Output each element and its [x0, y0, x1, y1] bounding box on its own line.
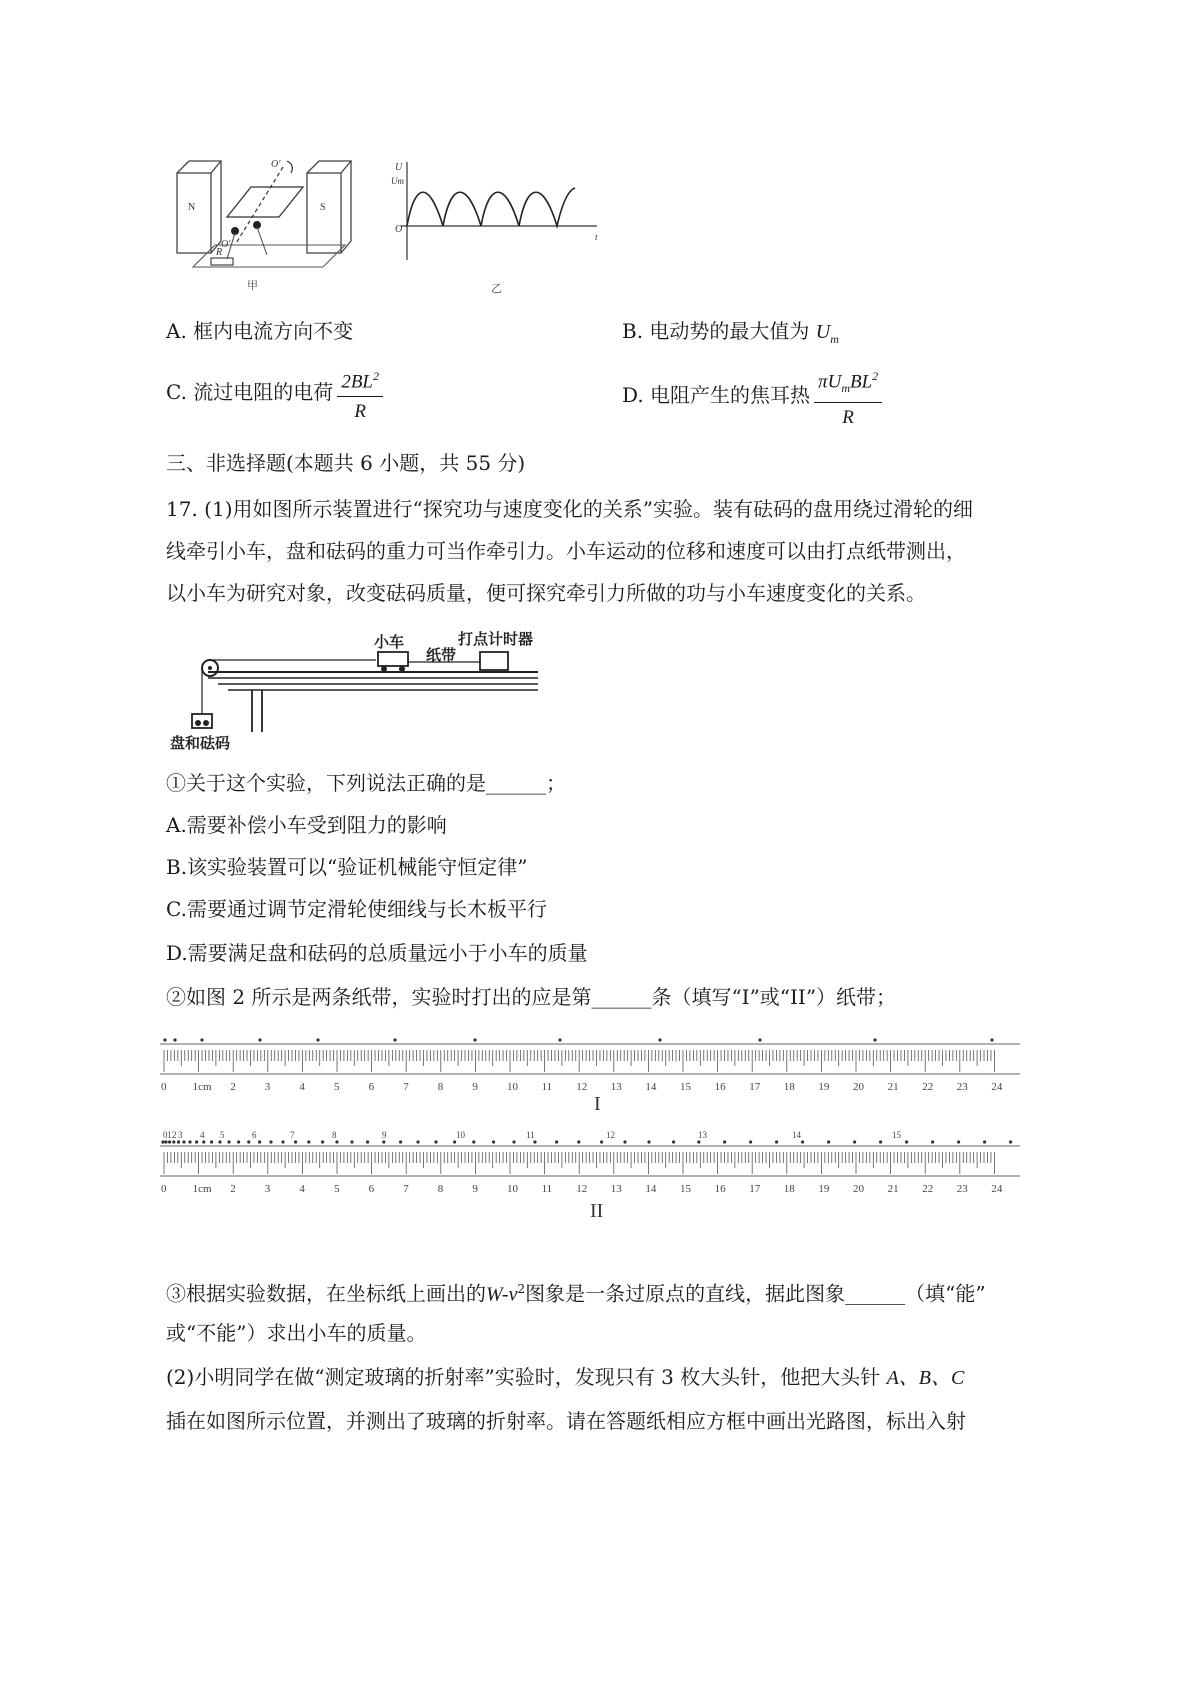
option-a: A. 框内电流方向不变 — [166, 319, 354, 343]
timer — [480, 652, 508, 670]
tape-2-dot — [983, 1140, 986, 1143]
option-c-fraction — [337, 364, 383, 423]
tape-1-dot — [316, 1038, 319, 1041]
q17-sub3-line2: 或“不能”）求出小车的质量。 — [166, 1321, 427, 1345]
q17-opt-b: B.该实验装置可以“验证机械能守恒定律” — [166, 855, 528, 879]
tape-2-number: 3 — [264, 1183, 271, 1195]
tape-2-dot-label: 12 — [606, 1130, 615, 1140]
tape-2-number: 19 — [818, 1183, 830, 1195]
tape-1-dot — [658, 1038, 661, 1041]
tape-2-number: 2 — [230, 1183, 236, 1195]
tape-2-dot — [399, 1140, 402, 1143]
tape-2-dot-label: 4 — [200, 1130, 205, 1140]
tape-2-dot — [382, 1140, 385, 1143]
figure-jia — [175, 155, 390, 295]
rectified-waveform — [407, 188, 575, 226]
tape-1-dot — [163, 1038, 166, 1041]
tape-2-dot-label: 9 — [382, 1130, 387, 1140]
tape-2-number: 10 — [507, 1183, 518, 1195]
tape-1-number: 3 — [264, 1081, 271, 1093]
label-timer: 打点计时器 — [458, 632, 534, 648]
option-c-den: R — [354, 401, 366, 423]
tape-1-number: 6 — [368, 1081, 375, 1093]
tape-2-dot — [210, 1140, 213, 1143]
tape-2-dot — [177, 1140, 180, 1143]
tape-2-dot — [366, 1140, 369, 1143]
option-d-num-pi: π — [818, 371, 828, 393]
option-d-text: D. 电阻产生的焦耳热 — [622, 383, 811, 408]
option-c-num: 2BL — [341, 371, 373, 393]
tape-2-dot — [416, 1140, 419, 1143]
tape-2-number: 23 — [956, 1183, 968, 1195]
q17-intro-line3: 以小车为研究对象，改变砝码质量，便可探究牵引力所做的功与小车速度变化的关系。 — [166, 581, 926, 605]
tray-weights — [192, 714, 212, 728]
q17-part2-line2: 插在如图所示位置，并测出了玻璃的折射率。请在答题纸相应方框中画出光路图，标出入射 — [166, 1409, 966, 1433]
coil-frame — [227, 187, 303, 217]
tape-2-dot — [472, 1140, 475, 1143]
option-d — [622, 364, 882, 429]
resistor — [211, 258, 233, 265]
tape-1-dot — [473, 1038, 476, 1041]
tape-2-dot — [195, 1140, 198, 1143]
tape-2-dot-label: 0 — [163, 1130, 168, 1140]
tape-1-dot — [873, 1038, 876, 1041]
tape-2-number: 0 — [161, 1183, 167, 1195]
tape-2-number: 4 — [299, 1183, 305, 1195]
tape-1-number: 15 — [680, 1081, 691, 1093]
q17-intro-line2: 线牵引小车，盘和砝码的重力可当作牵引力。小车运动的位移和速度可以由打点纸带测出， — [166, 539, 966, 563]
tape-2-number: 14 — [645, 1183, 657, 1195]
tape-2-number: 12 — [576, 1183, 588, 1195]
tape-2-dot-label: 14 — [792, 1130, 801, 1140]
axis-bottom-label: O' — [221, 239, 231, 250]
tape-1-number: 24 — [991, 1081, 1003, 1093]
tape-2-number: 6 — [368, 1183, 375, 1195]
tape-2-dot-label: 11 — [526, 1130, 535, 1140]
tape-2-dot-label: 3 — [178, 1130, 183, 1140]
option-c-sup: 2 — [373, 369, 379, 383]
tape-1-number: 23 — [956, 1081, 968, 1093]
tape-1-number: 13 — [610, 1081, 622, 1093]
magnet-s — [307, 161, 351, 253]
tape-1-dot — [990, 1038, 993, 1041]
tape-2-dot — [801, 1140, 804, 1143]
tape-2-dot-label: 10 — [456, 1130, 465, 1140]
tape-2-dot — [931, 1140, 934, 1143]
option-c — [166, 364, 383, 423]
tape-1-number: 0 — [161, 1081, 167, 1093]
origin-label: O — [395, 224, 403, 235]
tape-1-number: 17 — [749, 1081, 761, 1093]
q17-sub3-pre: ③根据实验数据，在坐标纸上画出的 — [166, 1281, 486, 1306]
q17-part2-line1 — [166, 1364, 964, 1391]
q17-intro-line1: 17. (1)用如图所示装置进行“探究功与速度变化的关系”实验。装有砝码的盘用绕过滑轮的细 — [166, 497, 973, 521]
car — [378, 652, 408, 672]
tape-2-dot-label: 6 — [252, 1130, 257, 1140]
q17-sub3-sup: 2 — [517, 1282, 526, 1296]
tape-1-dot — [173, 1038, 176, 1041]
y-max-label: Um — [391, 176, 404, 186]
tape-2-dot — [161, 1140, 164, 1143]
tape-1 — [160, 1038, 1020, 1093]
tape-2-dot — [775, 1140, 778, 1143]
axis-top-label: O' — [271, 159, 281, 170]
tape-2-dot — [281, 1140, 284, 1143]
tape-2-number: 1cm — [192, 1183, 212, 1195]
tape-2-dot-label: 2 — [172, 1130, 177, 1140]
tape-2-dot — [672, 1140, 675, 1143]
tape-2-number: 9 — [472, 1183, 478, 1195]
paper-tapes-figure — [160, 1022, 1030, 1222]
tape-2-dot — [335, 1140, 338, 1143]
figure-jia-caption: 甲 — [247, 280, 258, 292]
label-car: 小车 — [374, 635, 405, 651]
tape-1-number: 8 — [437, 1081, 444, 1093]
tape-2-number: 16 — [714, 1183, 726, 1195]
q17-opt-d: D.需要满足盘和砝码的总质量远小于小车的质量 — [166, 941, 588, 965]
tape-2-dot — [294, 1140, 297, 1143]
tape-2-dot — [957, 1140, 960, 1143]
tape-2-dot — [647, 1140, 650, 1143]
tape-1-number: 19 — [818, 1081, 830, 1093]
tape-2-dot — [1009, 1140, 1012, 1143]
tape-1-dot — [558, 1038, 561, 1041]
tape-1-number: 9 — [472, 1081, 478, 1093]
tape-2-dot-label: 5 — [220, 1130, 225, 1140]
figure-yi — [385, 160, 610, 300]
tape-2-dot-label: 7 — [290, 1130, 295, 1140]
tape-2-dot — [247, 1140, 250, 1143]
tape-1-number: 16 — [714, 1081, 726, 1093]
tape-2-number: 17 — [749, 1183, 761, 1195]
option-b-sub: m — [830, 332, 839, 346]
option-b — [622, 318, 839, 352]
option-d-num-rest: BL — [849, 371, 873, 393]
tape-2-dot — [577, 1140, 580, 1143]
label-tape: 纸带 — [426, 648, 457, 664]
tape-1-number: 4 — [299, 1081, 305, 1093]
tape-2-dot-label: 15 — [892, 1130, 901, 1140]
tape-1-number: 1cm — [192, 1081, 212, 1093]
tape-1-label: I — [594, 1093, 601, 1115]
q17-sub3-post: 图象是一条过原点的直线，据此图象______（填“能” — [525, 1281, 986, 1306]
tape-2-dot — [258, 1140, 261, 1143]
tape-2-dot — [307, 1140, 310, 1143]
q17-part2-line1-pre: (2)小明同学在做“测定玻璃的折射率”实验时，发现只有 3 枚大头针，他把大头针 — [166, 1365, 881, 1389]
tape-2-number: 13 — [610, 1183, 622, 1195]
tape-2-dot — [350, 1140, 353, 1143]
x-axis-label: t — [595, 232, 598, 242]
option-c-text: C. 流过电阻的电荷 — [166, 380, 334, 405]
tape-1-number: 7 — [403, 1081, 409, 1093]
tape-2-dot — [237, 1140, 240, 1143]
tape-1-dot — [258, 1038, 261, 1041]
q17-opt-c: C.需要通过调节定滑轮使细线与长木板平行 — [166, 897, 547, 921]
tape-2-number: 18 — [783, 1183, 795, 1195]
tape-2-dot — [879, 1140, 882, 1143]
tape-2-dot — [321, 1140, 324, 1143]
q17-part2-pins: A、B、C — [886, 1367, 965, 1389]
magnet-n — [177, 161, 221, 253]
tape-1-number: 14 — [645, 1081, 657, 1093]
tape-2-dot — [623, 1140, 626, 1143]
tape-1-number: 20 — [853, 1081, 864, 1093]
tape-1-number: 2 — [230, 1081, 236, 1093]
tape-2-dot — [172, 1140, 175, 1143]
tape-2-dot — [188, 1140, 191, 1143]
label-tray: 盘和砝码 — [170, 736, 231, 752]
tape-2-number: 11 — [541, 1183, 553, 1195]
tape-1-number: 10 — [507, 1081, 518, 1093]
tape-2-dot — [555, 1140, 558, 1143]
option-b-text: B. 电动势的最大值为 — [622, 319, 810, 343]
tape-1-number: 21 — [887, 1081, 899, 1093]
tape-1-dot — [200, 1038, 203, 1041]
tape-1-number: 22 — [922, 1081, 934, 1093]
tape-2-number: 22 — [922, 1183, 934, 1195]
tape-2-number: 8 — [437, 1183, 444, 1195]
tape-2-dot — [218, 1140, 221, 1143]
apparatus-figure — [168, 622, 548, 757]
option-d-num-sub: m — [841, 381, 850, 396]
figure-yi-caption: 乙 — [491, 283, 502, 295]
tape-2-dot-label: 13 — [698, 1130, 707, 1140]
magnet-s-label: S — [320, 202, 326, 213]
tape-2-dot — [512, 1140, 515, 1143]
option-d-fraction — [814, 364, 882, 429]
resistor-label: R — [216, 247, 223, 258]
q17-opt-a: A.需要补偿小车受到阻力的影响 — [166, 813, 447, 837]
tape-1-number: 5 — [334, 1081, 340, 1093]
tape-2-number: 20 — [853, 1183, 864, 1195]
tape-1-dot — [393, 1038, 396, 1041]
tape-2-dot — [164, 1140, 167, 1143]
tape-2-dot-label: 8 — [332, 1130, 337, 1140]
option-d-den: R — [842, 407, 854, 429]
tape-1-number: 11 — [541, 1081, 553, 1093]
tape-2-dot-label: 1 — [167, 1130, 172, 1140]
magnet-n-label: N — [188, 202, 196, 213]
tape-2-dot — [492, 1140, 495, 1143]
tape-2-dot — [600, 1140, 603, 1143]
q17-sub1: ①关于这个实验，下列说法正确的是______； — [166, 771, 566, 795]
tape-2-dot — [533, 1140, 536, 1143]
tape-1-dot — [758, 1038, 761, 1041]
y-axis-label: U — [395, 162, 403, 173]
option-d-num-u: U — [827, 371, 842, 393]
q17-sub3-var: W-v — [486, 1283, 518, 1306]
tape-2-dot — [434, 1140, 437, 1143]
tape-2-dot — [853, 1140, 856, 1143]
tape-2-dot — [269, 1140, 272, 1143]
tape-2-dot — [827, 1140, 830, 1143]
tape-2-dot — [453, 1140, 456, 1143]
tape-2-number: 21 — [887, 1183, 899, 1195]
tape-1-number: 18 — [783, 1081, 795, 1093]
tape-2-dot — [227, 1140, 230, 1143]
option-b-var: U — [815, 321, 831, 343]
tape-2-dot — [905, 1140, 908, 1143]
tape-2-dot — [182, 1140, 185, 1143]
tape-2-dot — [749, 1140, 752, 1143]
section3-heading: 三、非选择题(本题共 6 小题，共 55 分) — [166, 451, 526, 475]
tape-1-number: 12 — [576, 1081, 588, 1093]
tape-2-label: II — [590, 1200, 604, 1222]
tape-2-dot — [697, 1140, 700, 1143]
q17-sub3 — [166, 1276, 986, 1308]
tape-2-number: 24 — [991, 1183, 1003, 1195]
tape-2 — [160, 1130, 1020, 1195]
tape-2-dot — [202, 1140, 205, 1143]
tape-2-number: 7 — [403, 1183, 409, 1195]
tape-2-dot — [168, 1140, 171, 1143]
tape-2-number: 15 — [680, 1183, 691, 1195]
tape-2-number: 5 — [334, 1183, 340, 1195]
tape-2-dot — [723, 1140, 726, 1143]
option-d-sup: 2 — [872, 369, 879, 383]
q17-sub2: ②如图 2 所示是两条纸带，实验时打出的应是第______条（填写“I”或“II”）纸带； — [166, 985, 897, 1009]
